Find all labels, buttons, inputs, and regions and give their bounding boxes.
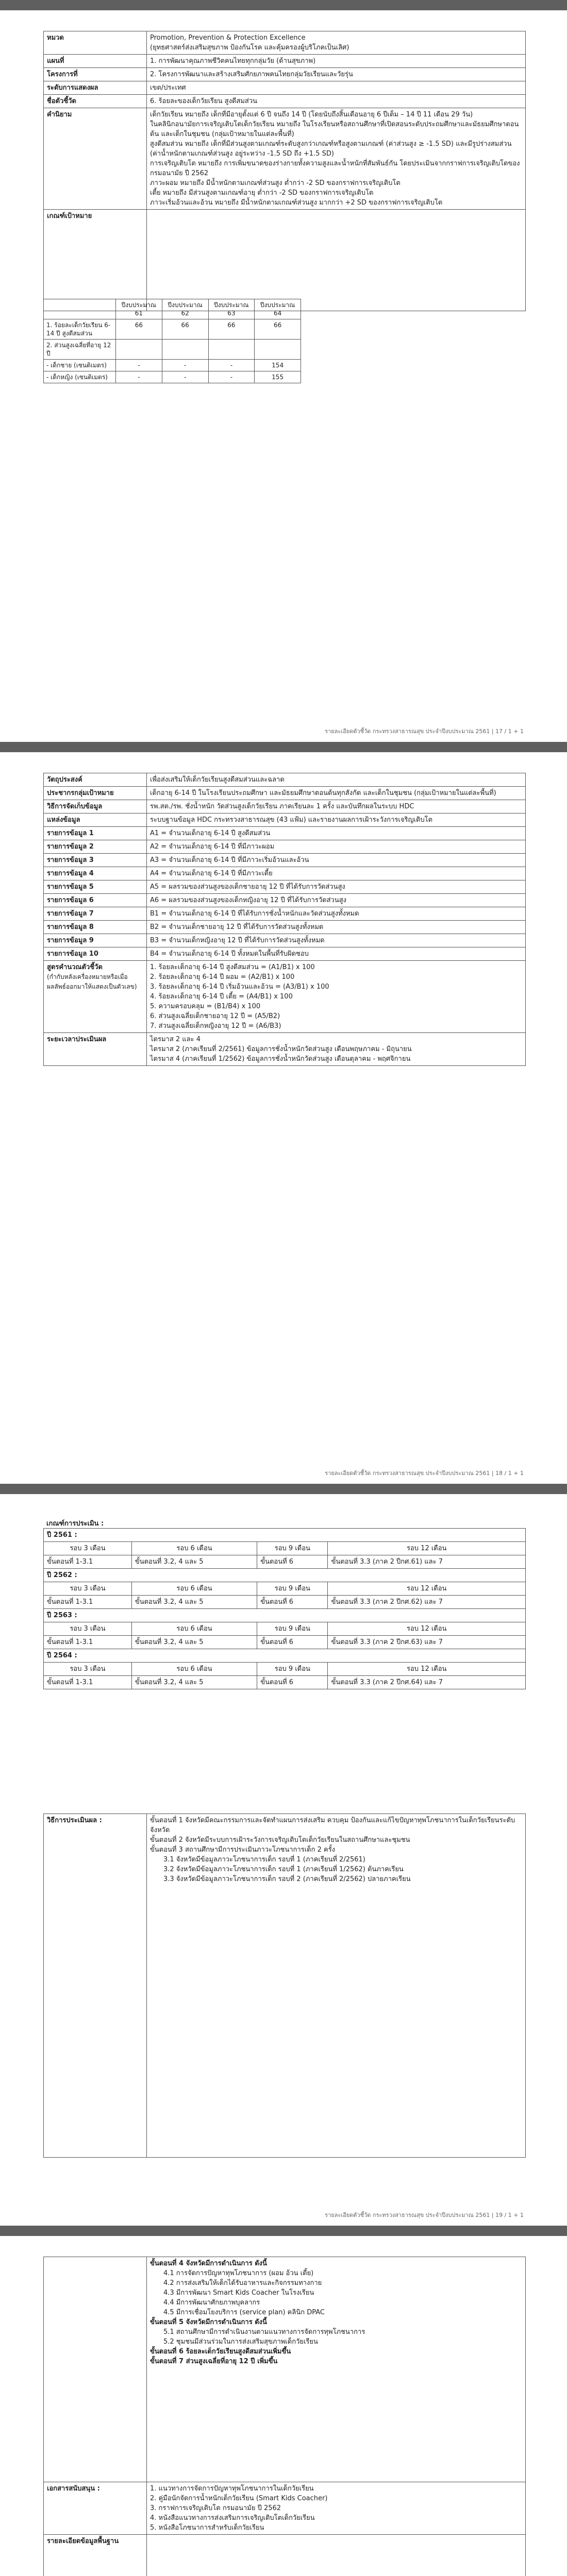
- criteria-cell: ขั้นตอนที่ 3.3 (ภาค 2 ปีกศ.61) และ 7: [328, 1555, 526, 1569]
- row-label: แหล่งข้อมูล: [44, 814, 147, 827]
- row-value: B2 = จำนวนเด็กชายอายุ 12 ปี ที่ได้รับการวัดส่วนสูงทั้งหมด: [147, 921, 526, 934]
- period-cell: ไตรมาส 2 และ 4 ไตรมาส 2 (ภาคเรียนที่ 2/2561) ข้อมูลการชั่งน้ำหนักวัดส่วนสูง เดือนพฤษภาคม - มิถุนายน ไตรมาส 4 (ภาคเรียนที่ 1/2562) ข้อมูลการชั่งน้ำหนักวัดส่วนสูง เดือนตุลาคม - พฤศจิกายน: [147, 1033, 526, 1066]
- row-value: B3 = จำนวนเด็กหญิงอายุ 12 ปี ที่ได้รับการวัดส่วนสูงทั้งหมด: [147, 934, 526, 947]
- row-label: รายการข้อมูล 5: [44, 880, 147, 894]
- target-cell: -: [162, 360, 208, 371]
- year-label: ปี 2564 :: [44, 1649, 526, 1663]
- row-value: B1 = จำนวนเด็กอายุ 6-14 ปี ที่ได้รับการชั่งน้ำหนักและวัดส่วนสูงทั้งหมด: [147, 907, 526, 921]
- row-label: รายการข้อมูล 10: [44, 947, 147, 961]
- method-cell: ขั้นตอนที่ 1 จังหวัดมีคณะกรรมการและจัดทำแผนการส่งเสริม ควบคุม ป้องกันและแก้ไขปัญหาทุพโภชนาการในเด็กวัยเรียนระดับจังหวัด ขั้นตอนที่ 2 จังหวัดมีระบบการเฝ้าระวังการเจริญเติบโตเด็กวัยเรียนในสถานศึกษาและชุมชน ขั้นตอนที่ 3 สถานศึกษามีการประเมินภาวะโภชนาการเด็ก 2 ครั้ง 3.1 จังหวัดมีข้อมูลภาวะโภชนาการเด็ก รอบที่ 1 (ภาคเรียนที่ 2/2561) 3.2 จังหวัดมีข้อมูลภาวะโภชนาการเด็ก รอบที่ 1 (ภาคเรียนที่ 1/2562) ต้นภาคเรียน 3.3 จังหวัดมีข้อมูลภาวะโภชนาการเด็ก รอบที่ 2 (ภาคเรียนที่ 2/2562) ปลายภาคเรียน: [147, 1814, 526, 2158]
- target-cell: -: [116, 360, 162, 371]
- criteria-cell: ขั้นตอนที่ 3.2, 4 และ 5: [131, 1555, 257, 1569]
- target-header-cell: [44, 299, 116, 319]
- target-header-cell: ปีงบประมาณ 61: [116, 299, 162, 319]
- criteria-table: ปี 2561 : รอบ 3 เดือน รอบ 6 เดือน รอบ 9 เดือน รอบ 12 เดือน ขั้นตอนที่ 1-3.1 ขั้นตอนที่ 3.2, 4 และ 5 ขั้นตอนที่ 6 ขั้นตอนที่ 3.3 (ภาค 2 ปีกศ.61) และ 7 ปี 2562 : รอบ 3 เดือน รอบ 6 เดือน รอบ 9 เดือน รอบ 12 เดือน ขั้นตอนที่ 1-3.1 ขั้นตอนที่ 3.2, 4 และ 5 ขั้นตอนที่ 6 ขั้นตอนที่ 3.3 (ภาค 2 ปีกศ.62) และ 7 ปี 2563 : รอบ 3 เดือน รอบ 6 เดือน รอบ 9 เดือน รอบ 12 เดือน ขั้นตอนที่ 1-3.1 ขั้นตอนที่ 3.2, 4 และ 5 ขั้นตอนที่ 6 ขั้นตอนที่ 3.3 (ภาค 2 ปีกศ.63) และ 7 ปี 2564 : รอบ 3 เดือน รอบ 6 เดือน รอบ 9 เดือน รอบ 12 เดือน ขั้นตอนที่ 1-3.1 ขั้นตอนที่ 3.2, 4 และ 5 ขั้นตอนที่ 6 ขั้นตอนที่ 3.3 (ภาค 2 ปีกศ.64) และ 7: [43, 1528, 526, 1689]
- row-value: A5 = ผลรวมของส่วนสูงของเด็กชายอายุ 12 ปี ที่ได้รับการวัดส่วนสูง: [147, 880, 526, 894]
- criteria-cell: ขั้นตอนที่ 1-3.1: [44, 1676, 132, 1689]
- method-label: วิธีการประเมินผล :: [44, 1814, 147, 2158]
- row-label: รายการข้อมูล 4: [44, 867, 147, 880]
- page-footer: รายละเอียดตัวชี้วัด กระทรวงสาธารณสุข ประจำปีงบประมาณ 2561 | 17 / 1 + 1: [325, 728, 524, 735]
- criteria-cell: ขั้นตอนที่ 6: [257, 1676, 328, 1689]
- target-cell: -: [208, 371, 255, 383]
- target-header-cell: ปีงบประมาณ 64: [255, 299, 301, 319]
- criteria-cell: ขั้นตอนที่ 1-3.1: [44, 1636, 132, 1649]
- row-value: A4 = จำนวนเด็กอายุ 6-14 ปี ที่มีภาวะเตี้ย: [147, 867, 526, 880]
- document-page-4: [0, 2236, 567, 2576]
- target-cell: 155: [255, 371, 301, 383]
- method-table: [43, 1814, 526, 2158]
- row-value: 1. การพัฒนาคุณภาพชีวิตคนไทยทุกกลุ่มวัย (ด้านสุขภาพ): [147, 55, 526, 68]
- baseline-label: รายละเอียดข้อมูลพื้นฐาน: [44, 2535, 147, 2576]
- formula-cell: 1. ร้อยละเด็กอายุ 6-14 ปี สูงดีสมส่วน = (A1/B1) x 100 2. ร้อยละเด็กอายุ 6-14 ปี ผอม = (A2/B1) x 100 3. ร้อยละเด็กอายุ 6-14 ปี เริ่มอ้วนและอ้วน = (A3/B1) x 100 4. ร้อยละเด็กอายุ 6-14 ปี เตี้ย = (A4/B1) x 100 5. ความครอบคลุม = (B1/B4) x 100 6. ส่วนสูงเฉลี่ยเด็กชายอายุ 12 ปี = (A5/B2) 7. ส่วนสูงเฉลี่ยเด็กหญิงอายุ 12 ปี = (A6/B3): [147, 961, 526, 1033]
- page-footer: รายละเอียดตัวชี้วัด กระทรวงสาธารณสุข ประจำปีงบประมาณ 2561 | 19 / 1 + 1: [325, 2212, 524, 2218]
- formula-label-cell: สูตรคำนวณตัวชี้วัด (กำกับหลังเครื่องหมายหรือเมื่อผลลัพธ์ออกมาให้แสดงเป็นตัวเลข): [44, 961, 147, 1033]
- row-value: เขต/ประเทศ: [147, 81, 526, 95]
- target-cell: -: [116, 371, 162, 383]
- row-label: รายการข้อมูล 9: [44, 934, 147, 947]
- row-value: รพ.สต./รพ. ชั่งน้ำหนัก วัดส่วนสูงเด็กวัยเรียน ภาคเรียนละ 1 ครั้ง และบันทึกผลในระบบ HDC: [147, 800, 526, 814]
- row-value: B4 = จำนวนเด็กอายุ 6-14 ปี ทั้งหมดในพื้นที่รับผิดชอบ: [147, 947, 526, 961]
- row-label: ประชากรกลุ่มเป้าหมาย: [44, 787, 147, 800]
- target-cell: -: [208, 360, 255, 371]
- criteria-cell: ขั้นตอนที่ 3.3 (ภาค 2 ปีกศ.63) และ 7: [328, 1636, 526, 1649]
- row-label: ระดับการแสดงผล: [44, 81, 147, 95]
- target-cell: [147, 210, 526, 311]
- criteria-cell: ขั้นตอนที่ 3.3 (ภาค 2 ปีกศ.62) และ 7: [328, 1596, 526, 1609]
- row-label: รายการข้อมูล 7: [44, 907, 147, 921]
- period-label: ระยะเวลาประเมินผล: [44, 1033, 147, 1066]
- target-header-cell: ปีงบประมาณ 63: [208, 299, 255, 319]
- document-page-3: [0, 1494, 567, 2226]
- definition-text: เด็กวัยเรียน หมายถึง เด็กที่มีอายุตั้งแต่ 6 ปี จนถึง 14 ปี (โดยนับถึงสิ้นเดือนอายุ 6 ปีเต็ม – 14 ปี 11 เดือน 29 วัน) ในคลินิกอนามัยการเจริญเติบโตเด็กวัยเรียน หมายถึง ในโรงเรียนหรือสถานศึกษาที่เปิดสอนระดับประถมศึกษาและมัธยมศึกษาตอนต้น และเด็กในชุมชน (กลุ่มเป้าหมายในแต่ละพื้นที่) สูงดีสมส่วน หมายถึง เด็กที่มีส่วนสูงตามเกณฑ์ระดับสูงกว่าเกณฑ์หรือสูงตามเกณฑ์ (ค่าส่วนสูง ≥ -1.5 SD) และมีรูปร่างสมส่วน (ค่าน้ำหนักตามเกณฑ์ส่วนสูง อยู่ระหว่าง -1.5 SD ถึง +1.5 SD) การเจริญเติบโต หมายถึง การเพิ่มขนาดของร่างกายทั้งความสูงและน้ำหนักที่สัมพันธ์กัน โดยประเมินจากกราฟการเจริญเติบโตของกรมอนามัย ปี 2562 ภาวะผอม หมายถึง มีน้ำหนักตามเกณฑ์ส่วนสูง ต่ำกว่า -2 SD ของกราฟการเจริญเติบโต เตี้ย หมายถึง มีส่วนสูงตามเกณฑ์อายุ ต่ำกว่า -2 SD ของกราฟการเจริญเติบโต ภาวะเริ่มอ้วนและอ้วน หมายถึง มีน้ำหนักตามเกณฑ์ส่วนสูง มากกว่า +2 SD ของกราฟการเจริญเติบโต: [147, 108, 526, 210]
- row-value: 6. ร้อยละของเด็กวัยเรียน สูงดีสมส่วน: [147, 95, 526, 108]
- row-label: หมวด: [44, 31, 147, 55]
- row-value: A2 = จำนวนเด็กอายุ 6-14 ปี ที่มีภาวะผอม: [147, 840, 526, 854]
- target-cell: - เด็กชาย (เซนติเมตร): [44, 360, 116, 371]
- target-cell: 2. ส่วนสูงเฉลี่ยที่อายุ 12 ปี: [44, 340, 116, 360]
- row-value: เด็กอายุ 6-14 ปี ในโรงเรียนประถมศึกษา และมัธยมศึกษาตอนต้นทุกสังกัด และเด็กในชุมชน (กลุ่มเป้าหมายในแต่ละพื้นที่): [147, 787, 526, 800]
- row-value: Promotion, Prevention & Protection Excellence (ยุทธศาสตร์ส่งเสริมสุขภาพ ป้องกันโรค และคุ้มครองผู้บริโภคเป็นเลิศ): [147, 31, 526, 55]
- year-label: ปี 2563 :: [44, 1609, 526, 1622]
- criteria-cell: ขั้นตอนที่ 3.3 (ภาค 2 ปีกศ.64) และ 7: [328, 1676, 526, 1689]
- criteria-cell: ขั้นตอนที่ 3.2, 4 และ 5: [131, 1636, 257, 1649]
- page-footer: รายละเอียดตัวชี้วัด กระทรวงสาธารณสุข ประจำปีงบประมาณ 2561 | 18 / 1 + 1: [325, 1470, 524, 1477]
- target-cell: 66: [208, 319, 255, 340]
- criteria-cell: ขั้นตอนที่ 3.2, 4 และ 5: [131, 1676, 257, 1689]
- row-value: ระบบฐานข้อมูล HDC กระทรวงสาธารณสุข (43 แฟ้ม) และรายงานผลการเฝ้าระวังการเจริญเติบโต: [147, 814, 526, 827]
- target-header-cell: ปีงบประมาณ 62: [162, 299, 208, 319]
- criteria-cell: ขั้นตอนที่ 1-3.1: [44, 1555, 132, 1569]
- row-label: รายการข้อมูล 1: [44, 827, 147, 840]
- target-cell: 154: [255, 360, 301, 371]
- row-value: A3 = จำนวนเด็กอายุ 6-14 ปี ที่มีภาวะเริ่มอ้วนและอ้วน: [147, 854, 526, 867]
- target-cell: - เด็กหญิง (เซนติเมตร): [44, 371, 116, 383]
- criteria-cell: ขั้นตอนที่ 6: [257, 1596, 328, 1609]
- target-cell: 66: [162, 319, 208, 340]
- criteria-heading: เกณฑ์การประเมิน :: [46, 1520, 104, 1528]
- document-page-2: [0, 752, 567, 1484]
- baseline-cell: [147, 2535, 526, 2576]
- criteria-cell: ขั้นตอนที่ 3.2, 4 และ 5: [131, 1596, 257, 1609]
- steps-cell: ขั้นตอนที่ 4 จังหวัดมีการดำเนินการ ดังนี้ 4.1 การจัดการปัญหาทุพโภชนาการ (ผอม อ้วน เตี้ย) 4.2 การส่งเสริมให้เด็กได้รับอาหารและกิจกรรมทางกาย 4.3 มีการพัฒนา Smart Kids Coacher ในโรงเรียน 4.4 มีการพัฒนาศักยภาพบุคลากร 4.5 มีการเชื่อมโยงบริการ (service plan) คลินิก DPAC ขั้นตอนที่ 5 จังหวัดมีการดำเนินการ ดังนี้ 5.1 สถานศึกษามีการดำเนินงานตามแนวทางการจัดการทุพโภชนาการ 5.2 ชุมชนมีส่วนร่วมในการส่งเสริมสุขภาพเด็กวัยเรียน ขั้นตอนที่ 6 ร้อยละเด็กวัยเรียนสูงดีสมส่วนเพิ่มขึ้น ขั้นตอนที่ 7 ส่วนสูงเฉลี่ยที่อายุ 12 ปี เพิ่มขึ้น: [147, 2257, 526, 2482]
- row-value: A1 = จำนวนเด็กอายุ 6-14 ปี สูงดีสมส่วน: [147, 827, 526, 840]
- target-table: [43, 299, 301, 383]
- year-label: ปี 2561 :: [44, 1529, 526, 1542]
- year-label: ปี 2562 :: [44, 1569, 526, 1582]
- row-label: รายการข้อมูล 6: [44, 894, 147, 907]
- row-label: วิธีการจัดเก็บข้อมูล: [44, 800, 147, 814]
- target-cell: 66: [116, 319, 162, 340]
- target-cell: 1. ร้อยละเด็กวัยเรียน 6-14 ปี สูงดีสมส่วน: [44, 319, 116, 340]
- docs-label: เอกสารสนับสนุน :: [44, 2482, 147, 2535]
- row-label: ชื่อตัวชี้วัด: [44, 95, 147, 108]
- row-value: 2. โครงการพัฒนาและสร้างเสริมศักยภาพคนไทยกลุ่มวัยเรียนและวัยรุ่น: [147, 68, 526, 81]
- target-cell: -: [162, 371, 208, 383]
- row-value: A6 = ผลรวมของส่วนสูงของเด็กหญิงอายุ 12 ปี ที่ได้รับการวัดส่วนสูง: [147, 894, 526, 907]
- criteria-cell: ขั้นตอนที่ 6: [257, 1636, 328, 1649]
- target-cell: 66: [255, 319, 301, 340]
- criteria-cell: ขั้นตอนที่ 6: [257, 1555, 328, 1569]
- definition-label: คำนิยาม: [44, 108, 147, 210]
- row-label: รายการข้อมูล 3: [44, 854, 147, 867]
- row-label: แผนที่: [44, 55, 147, 68]
- row-label: รายการข้อมูล 2: [44, 840, 147, 854]
- document-page-1: [0, 10, 567, 742]
- data-source-table: [43, 773, 526, 1066]
- docs-cell: 1. แนวทางการจัดการปัญหาทุพโภชนาการในเด็กวัยเรียน 2. คู่มือนักจัดการน้ำหนักเด็กวัยเรียน (Smart Kids Coacher) 3. กราฟการเจริญเติบโต กรมอนามัย ปี 2562 4. หนังสือแนวทางการส่งเสริมการเจริญเติบโตเด็กวัยเรียน 5. หนังสือโภชนาการสำหรับเด็กวัยเรียน: [147, 2482, 526, 2535]
- criteria-cell: ขั้นตอนที่ 1-3.1: [44, 1596, 132, 1609]
- row-label: รายการข้อมูล 8: [44, 921, 147, 934]
- row-value: เพื่อส่งเสริมให้เด็กวัยเรียนสูงดีสมส่วนและฉลาด: [147, 773, 526, 787]
- kpi-header-table: [43, 31, 526, 311]
- target-label: เกณฑ์เป้าหมาย: [44, 210, 147, 311]
- steps-table: [43, 2257, 526, 2576]
- row-label: โครงการที่: [44, 68, 147, 81]
- row-label: วัตถุประสงค์: [44, 773, 147, 787]
